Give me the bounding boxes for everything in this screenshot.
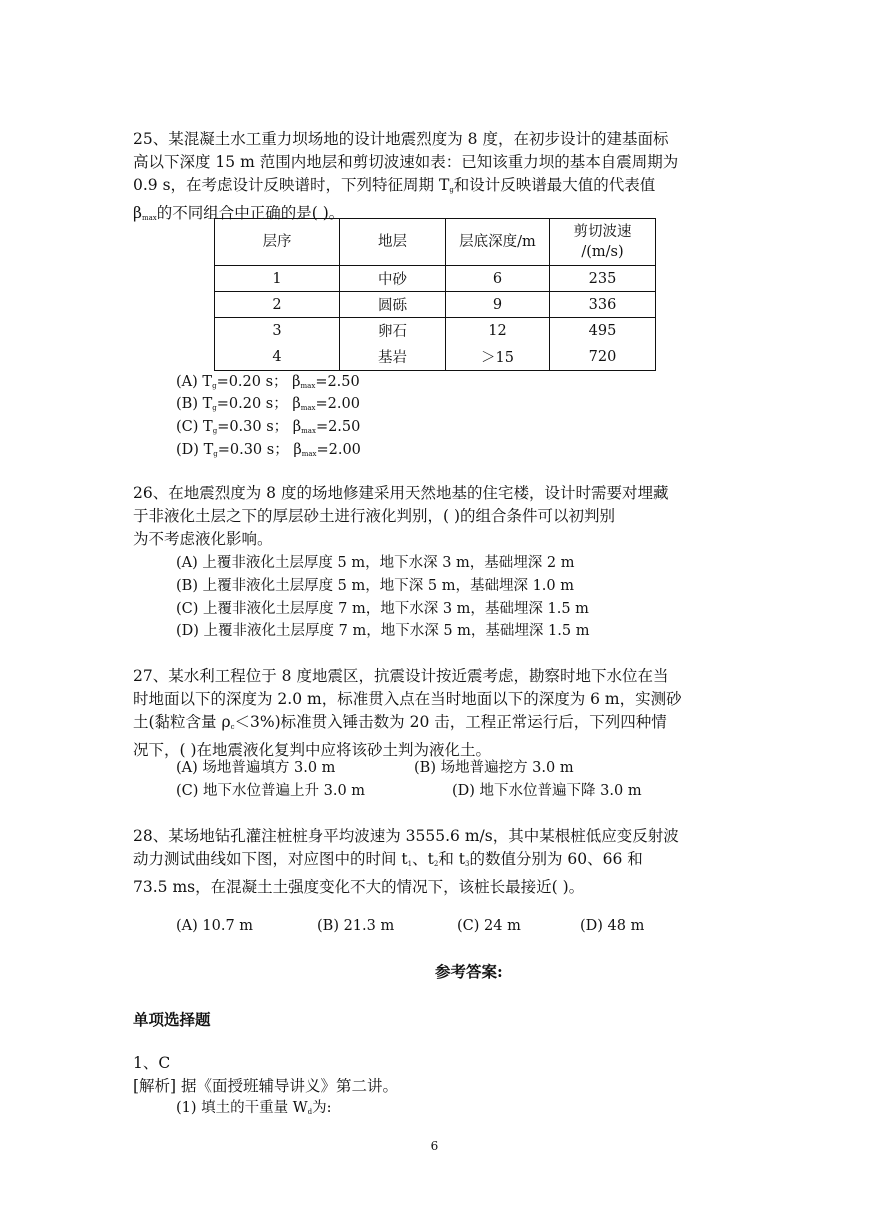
table-cell: 336 (550, 292, 656, 318)
q28-option-b: (B) 21.3 m (317, 918, 395, 934)
q27-option-d: (D) 地下水位普遍下降 3.0 m (452, 783, 642, 799)
strata-table (214, 218, 656, 371)
q25-line2: 高以下深度 15 m 范围内地层和剪切波速如表：已知该重力坝的基本自震周期为 (133, 153, 679, 171)
q26-option-d: (D) 上覆非液化土层厚度 7 m，地下水深 5 m，基础埋深 1.5 m (176, 623, 590, 639)
table-cell: 9 (446, 292, 550, 318)
header-cell: 层序 (215, 219, 340, 266)
table-cell: 495 (550, 318, 656, 344)
table-cell: 4 (215, 343, 340, 371)
q28-line3: 73.5 ms，在混凝土土强度变化不大的情况下，该桩长最接近( )。 (133, 878, 585, 896)
header-cell: 层底深度/m (446, 219, 550, 266)
question-28 (133, 825, 743, 899)
answers-heading: 参考答案: (435, 962, 503, 981)
q27-option-c: (C) 地下水位普遍上升 3.0 m (176, 783, 366, 799)
header-cell: 剪切波速 /(m/s) (550, 219, 656, 266)
question-27 (133, 665, 743, 762)
q26-option-a: (A) 上覆非液化土层厚度 5 m，地下水深 3 m，基础埋深 2 m (176, 555, 575, 571)
table-cell: 中砂 (340, 266, 446, 292)
table-header-row (215, 219, 656, 266)
table-cell: 卵石 (340, 318, 446, 344)
q26-line2: 于非液化土层之下的厚层砂土进行液化判别，( )的组合条件可以初判别 (133, 507, 616, 525)
table-cell: 基岩 (340, 343, 446, 371)
q27-line4: 况下，( )在地震液化复判中应将该砂土判为液化土。 (133, 741, 492, 759)
table-row (215, 266, 656, 292)
answer-1-choice: 1、C (133, 1054, 171, 1072)
section-heading: 单项选择题 (133, 1010, 211, 1029)
answer-1 (133, 1052, 743, 1098)
q27-line3: 土(黏粒含量 $\rho_c<3\%$)标准贯入锤击数为 20 击，工程正常运行后，下列四种情 (133, 713, 667, 731)
table-cell: 3 (215, 318, 340, 344)
q25-option-c: (C) $T_g=0.30$ s； $\beta_{max}=2.50$ (176, 419, 361, 435)
q27-option-a: (A) 场地普遍填方 3.0 m (176, 760, 336, 776)
table-cell: 2 (215, 292, 340, 318)
q27-line1: 27、某水利工程位于 8 度地震区，抗震设计按近震考虑，勘察时地下水位在当 (133, 667, 669, 685)
q25-option-a: (A) $T_g=0.20$ s； $\beta_{max}=2.50$ (176, 374, 360, 390)
question-26 (133, 482, 743, 551)
q25-line1: 25、某混凝土水工重力坝场地的设计地震烈度为 8 度，在初步设计的建基面标 (133, 130, 669, 148)
table-cell: ＞15 (446, 343, 550, 371)
q28-line1: 28、某场地钻孔灌注桩桩身平均波速为 3555.6 m/s，其中某根桩低应变反射波 (133, 827, 679, 845)
table-cell: 圆砾 (340, 292, 446, 318)
table-cell: 720 (550, 343, 656, 371)
answer-1-note: [解析] 据《面授班辅导讲义》第二讲。 (133, 1077, 399, 1095)
q25-line3: 0.9 s，在考虑设计反映谱时，下列特征周期 $T_g$和设计反映谱最大值的代表值 (133, 176, 656, 194)
q25-line4: $\beta_{max}$的不同组合中正确的是( )。 (133, 204, 345, 222)
page-number: 6 (430, 1139, 439, 1153)
answer-1-step: (1) 填土的干重量 $W_d$为: (176, 1100, 332, 1116)
q26-option-c: (C) 上覆非液化土层厚度 7 m，地下水深 3 m，基础埋深 1.5 m (176, 601, 589, 617)
question-25 (133, 128, 743, 230)
q25-option-b: (B) $T_g=0.20$ s； $\beta_{max}=2.00$ (176, 396, 360, 412)
table-cell: 1 (215, 266, 340, 292)
q28-line2: 动力测试曲线如下图，对应图中的时间 $t_1$、$t_2$和 $t_3$的数值分别为 60、66 和 (133, 850, 643, 868)
table-row (215, 318, 656, 344)
q28-option-d: (D) 48 m (580, 918, 645, 934)
q26-line3: 为不考虑液化影响。 (133, 530, 273, 548)
table-row (215, 292, 656, 318)
table-row (215, 343, 656, 371)
table-cell: 12 (446, 318, 550, 344)
q28-option-c: (C) 24 m (457, 918, 521, 934)
q27-option-b: (B) 场地普遍挖方 3.0 m (414, 760, 574, 776)
q25-option-d: (D) $T_g=0.30$ s； $\beta_{max}=2.00$ (176, 442, 361, 458)
header-cell: 地层 (340, 219, 446, 266)
q26-option-b: (B) 上覆非液化土层厚度 5 m，地下深 5 m，基础埋深 1.0 m (176, 578, 574, 594)
q27-line2: 时地面以下的深度为 2.0 m，标准贯入点在当时地面以下的深度为 6 m，实测砂 (133, 690, 682, 708)
table-cell: 6 (446, 266, 550, 292)
q26-line1: 26、在地震烈度为 8 度的场地修建采用天然地基的住宅楼，设计时需要对埋藏 (133, 484, 669, 502)
q28-option-a: (A) 10.7 m (176, 918, 254, 934)
table-cell: 235 (550, 266, 656, 292)
